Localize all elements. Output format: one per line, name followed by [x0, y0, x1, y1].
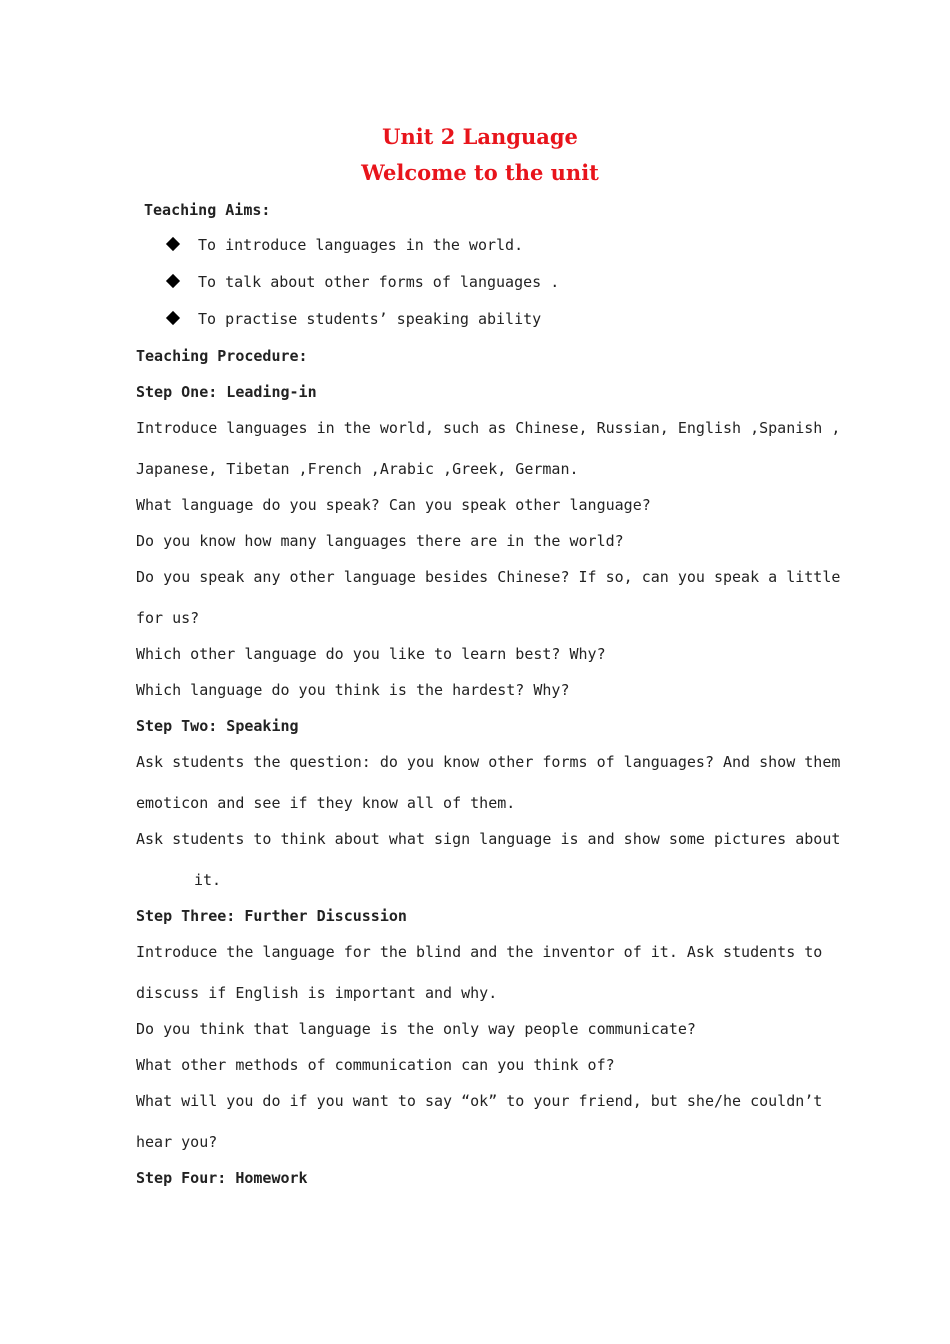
step-two-paragraph: Ask students the question: do you know other forms of languages? And show them [136, 753, 841, 771]
step-one-heading: Step One: Leading-in [136, 383, 317, 401]
question: Which other language do you like to learn best? Why? [136, 645, 606, 663]
diamond-icon [166, 311, 180, 325]
step-one-intro-cont: Japanese, Tibetan ,French ,Arabic ,Greek, German. [136, 460, 579, 478]
teaching-procedure-heading: Teaching Procedure: [136, 347, 308, 365]
question-cont: hear you? [136, 1133, 218, 1151]
question: What language do you speak? Can you speak other language? [136, 496, 651, 514]
question: What will you do if you want to say “ok” to your friend, but she/he couldn’t [136, 1092, 823, 1110]
diamond-icon [166, 274, 180, 288]
lesson-title: Welcome to the unit [361, 160, 599, 185]
step-three-paragraph: Introduce the language for the blind and the inventor of it. Ask students to [136, 943, 823, 961]
step-three-heading: Step Three: Further Discussion [136, 907, 407, 925]
step-two-heading: Step Two: Speaking [136, 717, 299, 735]
diamond-icon [166, 237, 180, 251]
question: Do you know how many languages there are in the world? [136, 532, 624, 550]
step-one-intro: Introduce languages in the world, such as Chinese, Russian, English ,Spanish , [136, 419, 841, 437]
step-two-paragraph-cont: it. [194, 871, 222, 889]
aim-text: To talk about other forms of languages . [198, 273, 560, 291]
step-four-heading: Step Four: Homework [136, 1169, 308, 1187]
aim-item [166, 309, 541, 329]
aim-item [166, 272, 559, 292]
aim-item [166, 235, 523, 255]
question: Do you think that language is the only way people communicate? [136, 1020, 696, 1038]
question: Do you speak any other language besides Chinese? If so, can you speak a little [136, 568, 841, 586]
aim-text: To practise students’ speaking ability [198, 310, 542, 328]
question: What other methods of communication can you think of? [136, 1056, 615, 1074]
teaching-aims-heading: Teaching Aims: [144, 201, 271, 219]
aim-text: To introduce languages in the world. [198, 236, 524, 254]
question-cont: for us? [136, 609, 200, 627]
step-two-paragraph-cont: emoticon and see if they know all of them. [136, 794, 516, 812]
step-two-paragraph: Ask students to think about what sign language is and show some pictures about [136, 830, 841, 848]
step-three-paragraph-cont: discuss if English is important and why. [136, 984, 498, 1002]
unit-title: Unit 2 Language [382, 124, 578, 149]
question: Which language do you think is the hardest? Why? [136, 681, 570, 699]
